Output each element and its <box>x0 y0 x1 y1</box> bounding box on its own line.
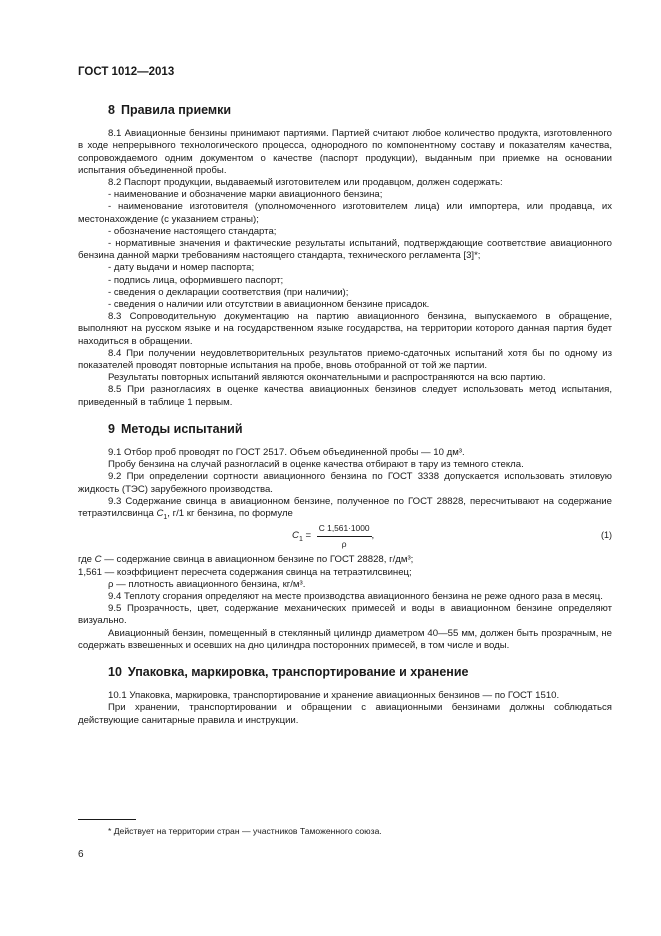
formula-trail: , <box>371 529 375 541</box>
text-run: где <box>78 554 95 566</box>
legend-line: ρ — плотность авиационного бензина, кг/м³. <box>108 578 306 590</box>
list-item: - сведения о декларации соответствия (при наличии); <box>108 286 349 298</box>
paragraph <box>78 496 612 520</box>
list-item: - нормативные значения и фактические результаты испытаний, подтверждающие соответствие авиационного бензина данной марки требованиям настоящего стандарта, технического регламента [3]*; <box>78 238 612 262</box>
paragraph: 9.4 Теплоту сгорания определяют на месте производства авиационного бензина не реже одного раза в месяц. <box>108 590 603 602</box>
section-10 <box>78 666 612 727</box>
formula-block <box>78 522 612 550</box>
paragraph: 9.1 Отбор проб проводят по ГОСТ 2517. Объем объединенной пробы — 10 дм³. <box>108 447 465 459</box>
section-title: Упаковка, маркировка, транспортирование и хранение <box>127 664 469 679</box>
paragraph: 8.2 Паспорт продукции, выдаваемый изготовителем или продавцом, должен содержать: <box>108 177 503 189</box>
equals-sign: = <box>302 529 314 541</box>
text-run: 9.3 Содержание свинца в авиационном бензине, полученное по ГОСТ 28828, пересчитывают на содержание тетраэтилсвинца <box>78 495 612 520</box>
list-item: - наименование и обозначение марки авиационного бензина; <box>108 189 383 201</box>
section-9 <box>78 423 612 652</box>
variable: C <box>292 529 299 541</box>
formula <box>292 522 374 549</box>
paragraph: 8.1 Авиационные бензины принимают партиями. Партией считают любое количество продукта, изготовленного в ходе непрерывного технологического процесса, однородного по компонентному составу и показателям качества, сопровождаемого одним документом о качестве (паспорт продукции), выданным при приемке на основании испытания объединенной пробы. <box>78 128 612 176</box>
paragraph: Авиационный бензин, помещенный в стеклянный цилиндр диаметром 40—55 мм, должен быть прозрачным, не содержать взвешенных и осевших на дно цилиндра посторонних примесей, в том числе и воды. <box>78 627 612 651</box>
list-item: - дату выдачи и номер паспорта; <box>108 262 255 274</box>
legend-line <box>78 554 612 566</box>
section-8 <box>78 104 612 409</box>
text-run: — содержание свинца в авиационном бензине по ГОСТ 28828, г/дм³; <box>101 554 414 566</box>
paragraph: Результаты повторных испытаний являются окончательными и распространяются на всю партию. <box>108 372 546 384</box>
paragraph: 8.4 При получении неудовлетворительных результатов приемо-сдаточных испытаний хотя бы по одному из показателей проводят повторные испытания на пробе, вновь отобранной от той же партии. <box>78 347 612 372</box>
footnote-divider <box>78 819 136 820</box>
list-item: - сведения о наличии или отсутствии в авиационном бензине присадок. <box>108 299 430 311</box>
page-body <box>78 104 612 741</box>
subscript: 1 <box>163 514 168 521</box>
legend-line: 1,561 — коэффициент пересчета содержания свинца на тетраэтилсвинец; <box>78 566 412 578</box>
variable: C <box>94 554 102 566</box>
section-heading <box>108 666 612 678</box>
section-number: 9 <box>108 421 115 436</box>
paragraph: При хранении, транспортировании и обращении с авиационными бензинами должны соблюдаться действующие санитарные правила и инструкции. <box>78 702 612 726</box>
subscript: 1 <box>298 535 303 543</box>
page-number: 6 <box>78 849 84 860</box>
section-heading <box>108 104 612 116</box>
paragraph: 10.1 Упаковка, маркировка, транспортирование и хранение авиационных бензинов — по ГОСТ 1510. <box>108 690 560 702</box>
paragraph: 8.3 Сопроводительную документацию на партию авиационного бензина, выпускаемого в обращение, выполняют на русском языке и на государственном языке государства, на территории которого данная партия будет находиться в обращении. <box>78 311 612 347</box>
list-item: - подпись лица, оформившего паспорт; <box>108 274 284 286</box>
equation-number: (1) <box>601 530 612 541</box>
text-run: , г/1 кг бензина, по формуле <box>167 508 293 520</box>
footnote: * Действует на территории стран — участников Таможенного союза. <box>108 826 382 836</box>
paragraph: Пробу бензина на случай разногласий в оценке качества отбирают в тару из темного стекла. <box>108 459 524 471</box>
formula-lhs <box>292 530 314 542</box>
section-number: 8 <box>108 103 115 117</box>
document-code-header: ГОСТ 1012—2013 <box>78 66 175 78</box>
section-title: Правила приемки <box>120 103 232 117</box>
section-heading <box>108 423 612 435</box>
variable: C <box>156 508 164 520</box>
section-title: Методы испытаний <box>120 421 243 436</box>
fraction-denominator: ρ <box>341 538 347 549</box>
paragraph: 9.2 При определении сортности авиационного бензина по ГОСТ 3338 допускается использовать этиловую жидкость (ТЭС) зарубежного производства. <box>78 471 612 495</box>
section-number: 10 <box>108 664 122 679</box>
list-item: - обозначение настоящего стандарта; <box>108 225 277 237</box>
fraction <box>317 522 372 549</box>
paragraph: 9.5 Прозрачность, цвет, содержание механических примесей и воды в авиационном бензине определяют визуально. <box>78 603 612 627</box>
list-item: - наименование изготовителя (уполномоченного изготовителем лица) или импортера, или продавца, их местонахождение (с указанием страны); <box>78 201 612 225</box>
fraction-numerator: C 1,561·1000 <box>317 522 372 536</box>
paragraph: 8.5 При разногласиях в оценке качества авиационных бензинов следует использовать метод испытания, приведенный в таблице 1 первым. <box>78 384 612 408</box>
